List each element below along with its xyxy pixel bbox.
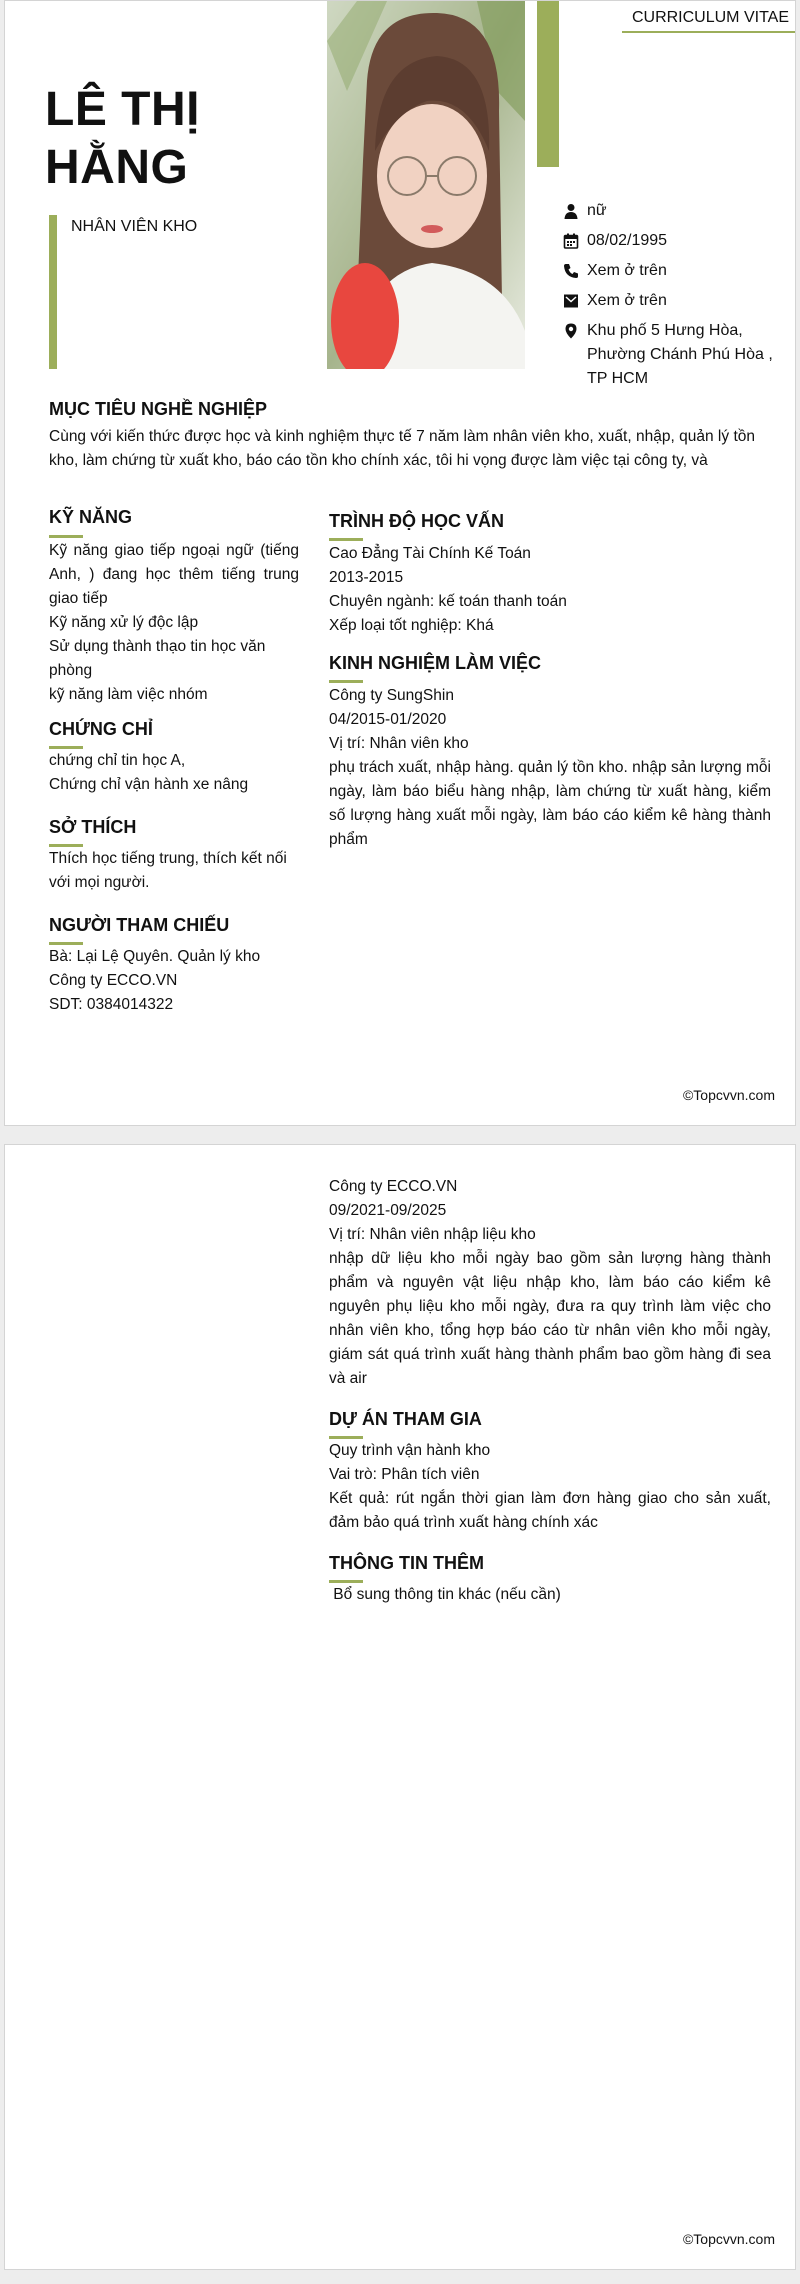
job-description: phụ trách xuất, nhập hàng. quản lý tồn kho. nhập sản lượng mỗi ngày, làm báo biểu hàng nhập, làm chứng từ xuất hàng, kiểm số lượng hàng xuất mỗi ngày, làm báo cáo kiểm kê hàng thành phẩm [329, 759, 771, 848]
job-company: Công ty ECCO.VN [329, 1178, 458, 1195]
references-block [49, 945, 299, 1017]
job-position: Vị trí: Nhân viên nhập liệu kho [329, 1226, 536, 1243]
candidate-name [45, 81, 200, 197]
projects-heading: DỰ ÁN THAM GIA [329, 1409, 482, 1429]
footer-brand: ©Topcvvn.com [682, 2231, 775, 2247]
certificate-item: chứng chỉ tin học A, [49, 752, 186, 769]
job-period: 09/2021-09/2025 [329, 1202, 447, 1219]
hobbies-text: Thích học tiếng trung, thích kết nối với mọi người. [49, 850, 287, 891]
cv-page-2 [4, 1144, 796, 2270]
education-period: 2013-2015 [329, 569, 404, 586]
job-position: Vị trí: Nhân viên kho [329, 735, 469, 752]
calendar-icon [563, 233, 579, 249]
certificates-heading: CHỨNG CHỈ [49, 719, 153, 739]
project-role: Vai trò: Phân tích viên [329, 1466, 480, 1483]
objective-text: Cùng với kiến thức được học và kinh nghiệm thực tế 7 năm làm nhân viên kho, xuất, nhập, quản lý tồn kho, làm chứng từ xuất kho, báo cáo tồn kho chính xác, tôi hi vọng được làm việc tại công ty, và [49, 428, 755, 469]
education-major: Chuyên ngành: kế toán thanh toán [329, 593, 567, 610]
location-icon [563, 323, 579, 339]
project-result: Kết quả: rút ngắn thời gian làm đơn hàng giao cho sản xuất, đảm bảo quá trình xuất hàng chính xác [329, 1490, 771, 1531]
name-line-1: LÊ THỊ [45, 83, 200, 136]
objective-heading: MỤC TIÊU NGHỀ NGHIỆP [49, 399, 268, 419]
references-heading: NGƯỜI THAM CHIẾU [49, 915, 230, 935]
education-school: Cao Đẳng Tài Chính Kế Toán [329, 545, 531, 562]
cv-page-1: CURRICULUM VITAE LÊ THỊ HẰNG NHÂN VIÊN KHO nữ 08/02/1995 Xem ở trên Xem ở trên Khu phố 5 Hưng Hòa, Phường Chánh Phú Hòa , TP HCM MỤC TIÊU NGHỀ NGHIỆP Cùng với kiến thức được học và kinh nghiệm thực tế 7 năm làm nhân viên kho, xuất, nhập, quản lý tồn kho, làm chứng từ xuất kho, báo cáo tồn kho chính xác, tôi hi vọng được làm việc tại công ty, và KỸ NĂNG Kỹ năng giao tiếp ngoại ngữ (tiếng Anh, ) đang học thêm tiếng trung giao tiếp Kỹ năng xử lý độc lập Sử dụng thành thạo tin học văn phòng kỹ năng làm việc nhóm CHỨNG CHỈ chứng chỉ tin học A, Chứng chỉ vận hành xe nâng SỞ THÍCH Thích học tiếng trung, thích kết nối với mọi người. NGƯỜI THAM CHIẾU Bà: Lại Lệ Quyên. Quản lý kho Công ty ECCO.VN SDT: 0384014322 TRÌNH ĐỘ HỌC VẤN Cao Đẳng Tài Chính Kế Toán 2013-2015 Chuyên ngành: kế toán thanh toán Xếp loại tốt nghiệp: Khá KINH NGHIỆM LÀM VIỆC Công ty SungShin 04/2015-01/2020 Vị trí: Nhân viên kho phụ trách xuất, nhập hàng. quản lý tồn kho. nhập sản lượng mỗi ngày, làm báo biểu hàng nhập, làm chứng từ xuất hàng, kiểm số lượng hàng xuất mỗi ngày, làm báo cáo kiểm kê hàng thành phẩm ©Topcvvn.com [4, 0, 796, 1126]
project-name: Quy trình vận hành kho [329, 1442, 491, 1459]
reference-phone: SDT: 0384014322 [49, 996, 174, 1013]
header-accent-bar [537, 1, 559, 167]
education-block [329, 542, 771, 638]
experience-heading: KINH NGHIỆM LÀM VIỆC [329, 653, 542, 673]
skills-heading-rule [49, 535, 83, 538]
footer-brand: ©Topcvvn.com [682, 1087, 775, 1103]
education-heading-rule [329, 538, 363, 541]
skill-item: Kỹ năng xử lý độc lập [49, 614, 199, 631]
job-title-accent-bar [49, 215, 57, 369]
skills-list [49, 539, 299, 707]
experience-job-2 [329, 1175, 771, 1391]
job-company: Công ty SungShin [329, 687, 454, 704]
job-title: NHÂN VIÊN KHO [71, 218, 198, 235]
job-period: 04/2015-01/2020 [329, 711, 447, 728]
education-grade: Xếp loại tốt nghiệp: Khá [329, 617, 494, 634]
education-heading: TRÌNH ĐỘ HỌC VẤN [329, 511, 504, 531]
projects-block [329, 1439, 771, 1535]
cv-label: CURRICULUM VITAE [622, 9, 795, 33]
mail-icon [563, 293, 579, 309]
job-description: nhập dữ liệu kho mỗi ngày bao gồm sản lượng hàng thành phẩm và nguyên vật liệu nhập kho, làm báo cáo kiểm kê nguyên phụ liệu kho mỗi ngày, đưa ra quy trình làm việc cho nhân viên kho, tổng hợp báo cáo từ nhân viên kho mỗi ngày, giám sát quá trình xuất hàng thành phẩm bao gồm hàng đi sea và air [329, 1250, 771, 1387]
experience-heading-rule [329, 680, 363, 683]
skill-item: Sử dụng thành thạo tin học văn phòng [49, 638, 266, 679]
hobbies-heading: SỞ THÍCH [49, 817, 137, 837]
person-icon [563, 203, 579, 219]
profile-photo [327, 1, 525, 369]
phone-icon [563, 263, 579, 279]
certificates-list [49, 749, 299, 797]
additional-text: Bổ sung thông tin khác (nếu cần) [329, 1586, 561, 1603]
skill-item: kỹ năng làm việc nhóm [49, 686, 208, 703]
additional-heading: THÔNG TIN THÊM [329, 1553, 484, 1573]
name-line-2: HẰNG [45, 141, 189, 194]
experience-job-1 [329, 684, 771, 852]
certificate-item: Chứng chỉ vận hành xe nâng [49, 776, 249, 793]
skill-item: Kỹ năng giao tiếp ngoại ngữ (tiếng Anh, ) đang học thêm tiếng trung giao tiếp [49, 542, 299, 607]
reference-line: Bà: Lại Lệ Quyên. Quản lý kho Công ty ECCO.VN [49, 948, 261, 989]
skills-heading: KỸ NĂNG [49, 507, 133, 527]
